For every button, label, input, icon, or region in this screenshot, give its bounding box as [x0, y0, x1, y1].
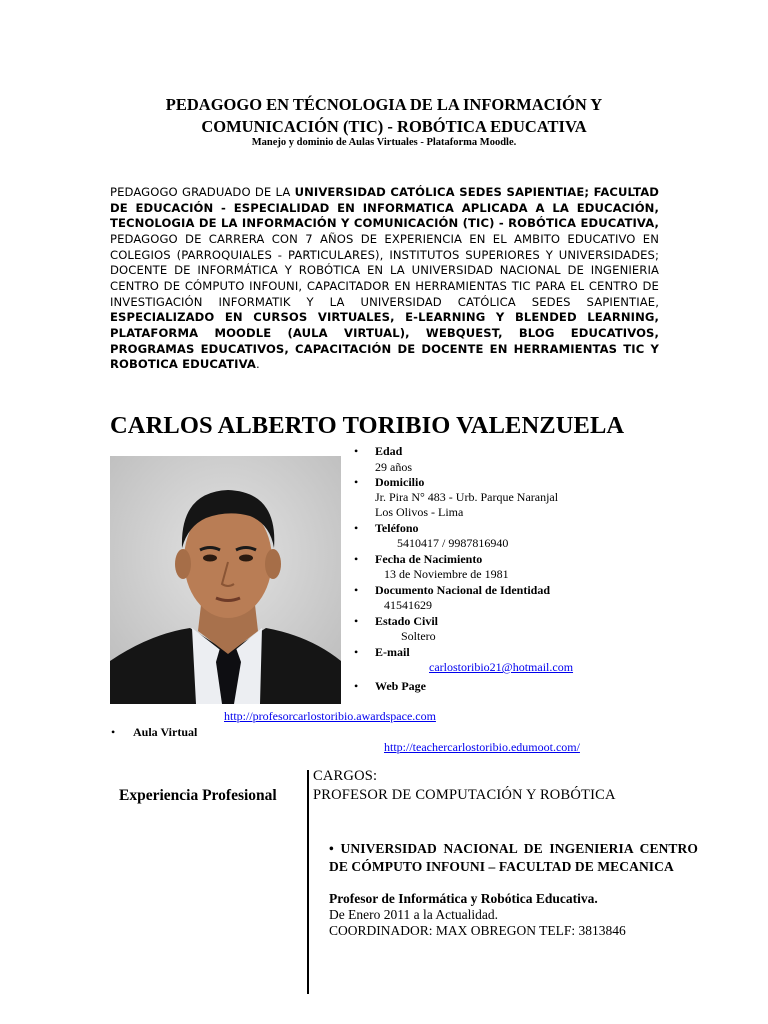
birthdate-label: Fecha de Nacimiento: [375, 552, 483, 566]
bullet-icon: •: [354, 583, 359, 597]
profile-summary: [110, 185, 659, 373]
positions-label: CARGOS:: [313, 768, 378, 784]
summary-text-1: PEDAGOGO GRADUADO DE LA: [110, 185, 295, 199]
tagline: Manejo y dominio de Aulas Virtuales - Plataforma Moodle.: [251, 137, 517, 148]
job-period: De Enero 2011 a la Actualidad.: [329, 907, 498, 922]
bullet-icon: •: [329, 841, 341, 856]
bullet-icon: •: [354, 645, 359, 659]
virtual-classroom-label: Aula Virtual: [133, 725, 198, 739]
summary-text-3: .: [255, 357, 260, 372]
age-label: Edad: [375, 444, 403, 458]
virtual-classroom-link[interactable]: http://teachercarlostoribio.edumoot.com/: [384, 740, 580, 754]
profile-photo: [110, 456, 341, 704]
address-line-1: Jr. Pira N° 483 - Urb. Parque Naranjal: [375, 490, 559, 504]
email-link[interactable]: carlostoribio21@hotmail.com: [429, 660, 574, 674]
portrait-illustration: [110, 456, 341, 704]
civil-status-label: Estado Civil: [375, 614, 439, 628]
experience-section-label: Experiencia Profesional: [119, 787, 277, 804]
webpage-link[interactable]: http://profesorcarlostoribio.awardspace.com: [224, 709, 436, 723]
section-divider: [307, 770, 309, 994]
email-label: E-mail: [375, 645, 410, 659]
positions-value: PROFESOR DE COMPUTACIÓN Y ROBÓTICA: [313, 787, 616, 803]
birthdate-value: 13 de Noviembre de 1981: [384, 567, 509, 581]
webpage-label: Web Page: [375, 679, 426, 693]
person-name: CARLOS ALBERTO TORIBIO VALENZUELA: [110, 412, 625, 439]
employer-university: [329, 840, 698, 875]
bullet-icon: •: [111, 725, 116, 739]
age-value: 29 años: [375, 460, 412, 474]
headline-line-2: COMUNICACIÓN (TIC) - ROBÓTICA EDUCATIVA: [201, 117, 587, 136]
bullet-icon: •: [354, 444, 359, 458]
summary-bold-2: ESPECIALIZADO EN CURSOS VIRTUALES, E-LEARNING Y BLENDED LEARNING, PLATAFORMA MOODLE (AULA VIRTUAL), WEBQUEST, BLOG EDUCATIVOS, PROGRAMAS EDUCATIVOS, CAPACITACIÓN DE DOCENTE EN HERRAMIENTAS TIC Y ROBOTICA EDUCATIVA: [110, 310, 659, 372]
address-line-2: Los Olivos - Lima: [375, 505, 464, 519]
phone-label: Teléfono: [375, 521, 419, 535]
phone-value: 5410417 / 9987816940: [397, 536, 509, 550]
employer-name: UNIVERSIDAD NACIONAL DE INGENIERIA CENTRO DE CÓMPUTO INFOUNI – FACULTAD DE MECANICA: [329, 841, 698, 874]
job-coordinator: COORDINADOR: MAX OBREGON TELF: 3813846: [329, 923, 626, 938]
id-label: Documento Nacional de Identidad: [375, 583, 551, 597]
bullet-icon: •: [354, 475, 359, 489]
job-role: Profesor de Informática y Robótica Educativa.: [329, 891, 598, 906]
bullet-icon: •: [354, 614, 359, 628]
summary-text-2: PEDAGOGO DE CARRERA CON 7 AÑOS DE EXPERIENCIA EN EL AMBITO EDUCATIVO EN COLEGIOS (PARROQUIALES - PARTICULARES), INSTITUTOS SUPERIORES Y UNIVERSIDADES; DOCENTE DE INFORMÁTICA Y ROBÓTICA EN LA UNIVERSIDAD NACIONAL DE INGENIERIA CENTRO DE CÓMPUTO INFOUNI, CAPACITADOR EN HERRAMIENTAS TIC PARA EL CENTRO DE INVESTIGACIÓN INFORMATIK Y LA UNIVERSIDAD CATÓLICA SEDES SAPIENTIAE,: [110, 231, 659, 309]
bullet-icon: •: [354, 521, 359, 535]
bullet-icon: •: [354, 552, 359, 566]
summary-bold-1: UNIVERSIDAD CATÓLICA SEDES SAPIENTIAE; FACULTAD DE EDUCACIÓN - ESPECIALIDAD EN INFORMATICA APLICADA A LA EDUCACIÓN, TECNOLOGIA DE LA INFORMACIÓN Y COMUNICACIÓN (TIC) - ROBÓTICA EDUCATIVA,: [110, 185, 660, 231]
headline-line-1: PEDAGOGO EN TÉCNOLOGIA DE LA INFORMACIÓN Y: [165, 95, 603, 114]
id-value: 41541629: [384, 598, 432, 612]
bullet-icon: •: [354, 679, 359, 693]
civil-status-value: Soltero: [401, 629, 436, 643]
address-label: Domicilio: [375, 475, 425, 489]
